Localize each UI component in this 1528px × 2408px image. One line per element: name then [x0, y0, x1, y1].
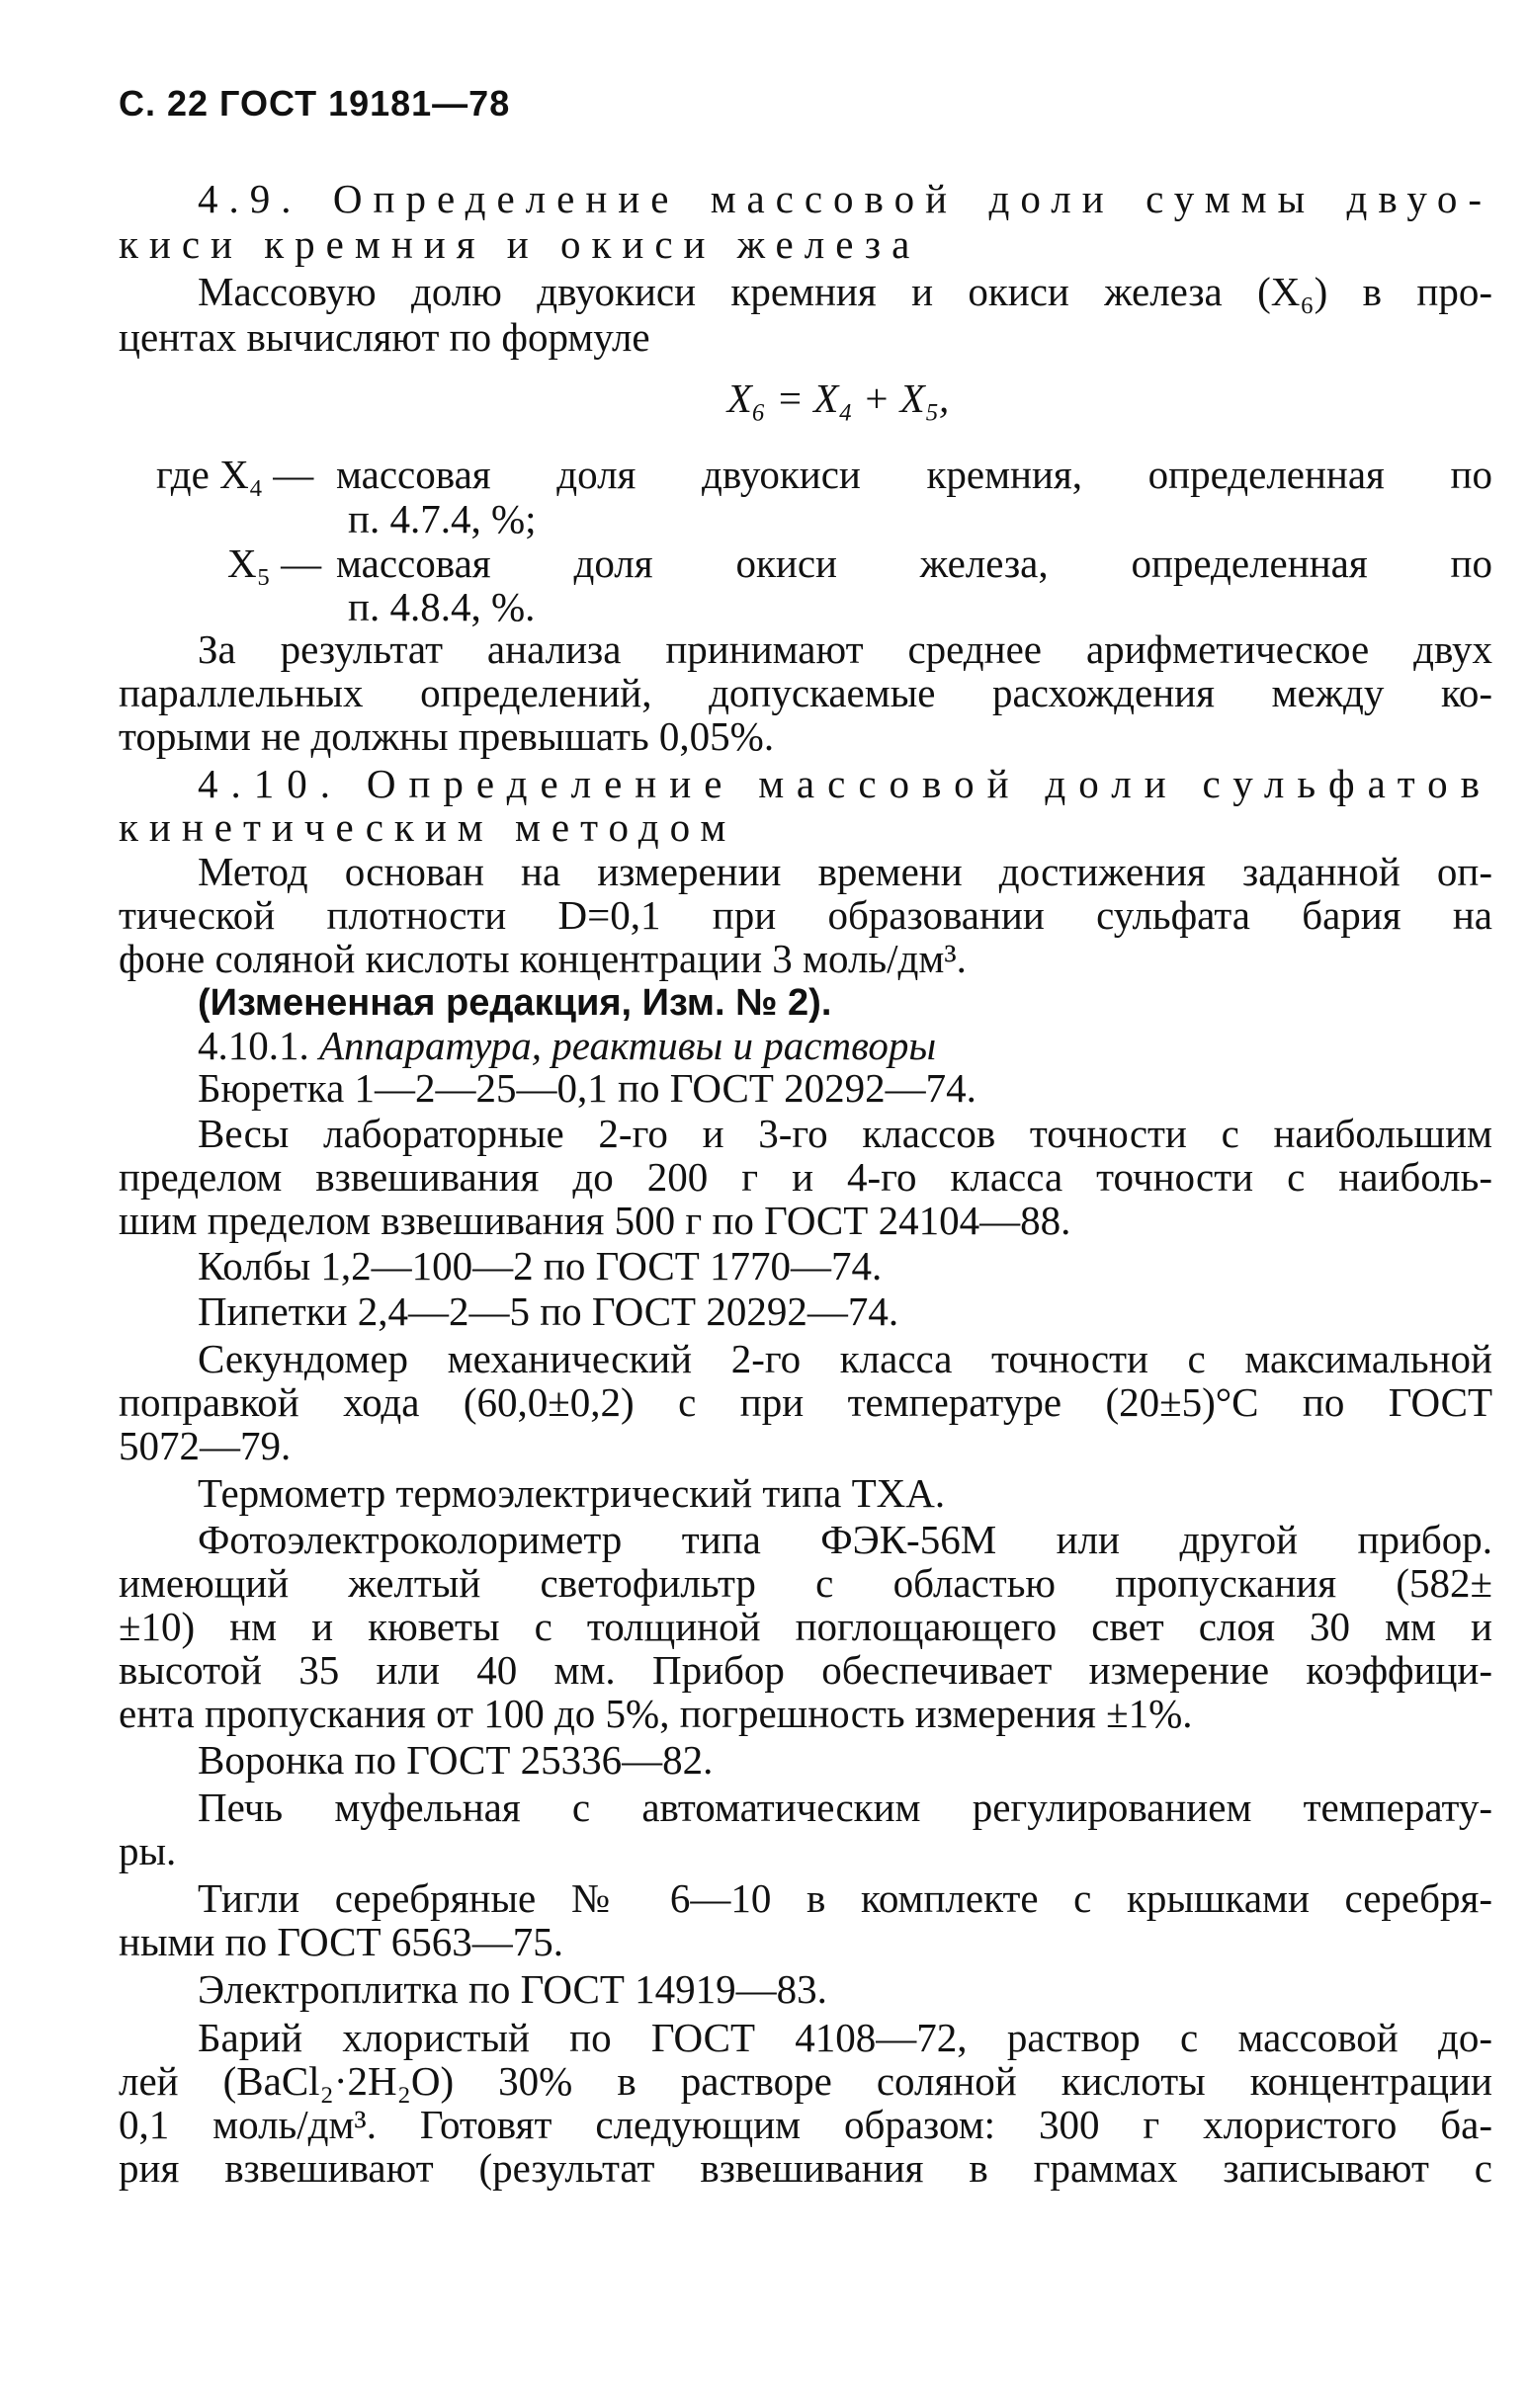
- paragraph-text: центах вычисляют по формуле: [119, 314, 650, 360]
- list-item: Термометр термоэлектрический типа ТХА.: [198, 1470, 946, 1516]
- paragraph-text: тической плотности D=0,1 при образовании сульфата бария на: [119, 892, 1492, 938]
- list-item-cont: 0,1 моль/дм³. Готовят следующим образом: 300 г хлористого ба-: [119, 2102, 1492, 2147]
- paragraph-text: Метод основан на измерении времени достижения заданной оп-: [198, 849, 1492, 894]
- list-item-cont: 5072—79.: [119, 1423, 292, 1468]
- subsection-number: 4.10.1.: [198, 1023, 309, 1068]
- where-label: где X₄ —: [156, 452, 314, 497]
- definition-text: массовая доля двуокиси кремния, определенная по: [336, 452, 1492, 497]
- paragraph-text: торыми не должны превышать 0,05%.: [119, 713, 775, 759]
- where-label: X₅ —: [227, 540, 322, 586]
- section-4-9-title: 4.9. Определение массовой доли суммы двуо-: [198, 176, 1492, 221]
- list-item-cont: шим пределом взвешивания 500 г по ГОСТ 24104—88.: [119, 1198, 1071, 1243]
- list-item: Тигли серебряные № 6—10 в комплекте с крышками серебря-: [198, 1875, 1492, 1921]
- edit-note: (Измененная редакция, Изм. № 2).: [198, 982, 832, 1024]
- paragraph-text: За результат анализа принимают среднее арифметическое двух: [198, 626, 1492, 672]
- list-item-cont: имеющий желтый светофильтр с областью пропускания (582±: [119, 1560, 1492, 1606]
- list-item: Барий хлористый по ГОСТ 4108—72, раствор с массовой до-: [198, 2015, 1492, 2060]
- paragraph-text: Массовую долю двуокиси кремния и окиси железа (X₆) в про-: [198, 269, 1492, 314]
- list-item: Печь муфельная с автоматическим регулированием температу-: [198, 1785, 1492, 1830]
- list-item-cont: пределом взвешивания до 200 г и 4-го класса точности с наиболь-: [119, 1154, 1492, 1200]
- definition-text: п. 4.7.4, %;: [348, 496, 537, 541]
- list-item: Фотоэлектроколориметр типа ФЭК-56М или другой прибор.: [198, 1517, 1492, 1562]
- section-4-10-title-cont: кинетическим методом: [119, 804, 737, 850]
- definition-text: п. 4.8.4, %.: [348, 584, 536, 629]
- list-item: Секундомер механический 2-го класса точности с максимальной: [198, 1336, 1492, 1381]
- list-item-cont: рия взвешивают (результат взвешивания в граммах записывают с: [119, 2145, 1492, 2191]
- paragraph-text: фоне соляной кислоты концентрации 3 моль/дм³.: [119, 936, 967, 981]
- list-item: Колбы 1,2—100—2 по ГОСТ 1770—74.: [198, 1243, 883, 1288]
- list-item-cont: лей (BaCl₂·2H₂O) 30% в растворе соляной кислоты концентрации: [119, 2058, 1492, 2104]
- list-item-cont: высотой 35 или 40 мм. Прибор обеспечивает измерение коэффици-: [119, 1647, 1492, 1693]
- list-item: Воронка по ГОСТ 25336—82.: [198, 1737, 714, 1783]
- subsection-title: Аппаратура, реактивы и растворы: [319, 1023, 937, 1068]
- list-item-cont: ными по ГОСТ 6563—75.: [119, 1919, 563, 1964]
- list-item-cont: ры.: [119, 1828, 177, 1873]
- page-header: С. 22 ГОСТ 19181—78: [119, 83, 511, 124]
- section-4-10-title: 4.10. Определение массовой доли сульфатов: [198, 761, 1492, 806]
- list-item-cont: ±10) нм и кюветы с толщиной поглощающего свет слоя 30 мм и: [119, 1604, 1492, 1649]
- list-item: Весы лабораторные 2-го и 3-го классов точности с наибольшим: [198, 1111, 1492, 1156]
- list-item: Бюретка 1—2—25—0,1 по ГОСТ 20292—74.: [198, 1065, 976, 1111]
- list-item: Пипетки 2,4—2—5 по ГОСТ 20292—74.: [198, 1288, 899, 1334]
- formula: X₆ = X₄ + X₅,: [726, 375, 950, 421]
- list-item: Электроплитка по ГОСТ 14919—83.: [198, 1966, 827, 2012]
- paragraph-text: параллельных определений, допускаемые расхождения между ко-: [119, 670, 1492, 715]
- definition-text: массовая доля окиси железа, определенная по: [336, 540, 1492, 586]
- list-item-cont: ента пропускания от 100 до 5%, погрешность измерения ±1%.: [119, 1691, 1193, 1736]
- list-item-cont: поправкой хода (60,0±0,2) с при температуре (20±5)°С по ГОСТ: [119, 1379, 1492, 1425]
- section-4-9-title-cont: киси кремния и окиси железа: [119, 221, 921, 267]
